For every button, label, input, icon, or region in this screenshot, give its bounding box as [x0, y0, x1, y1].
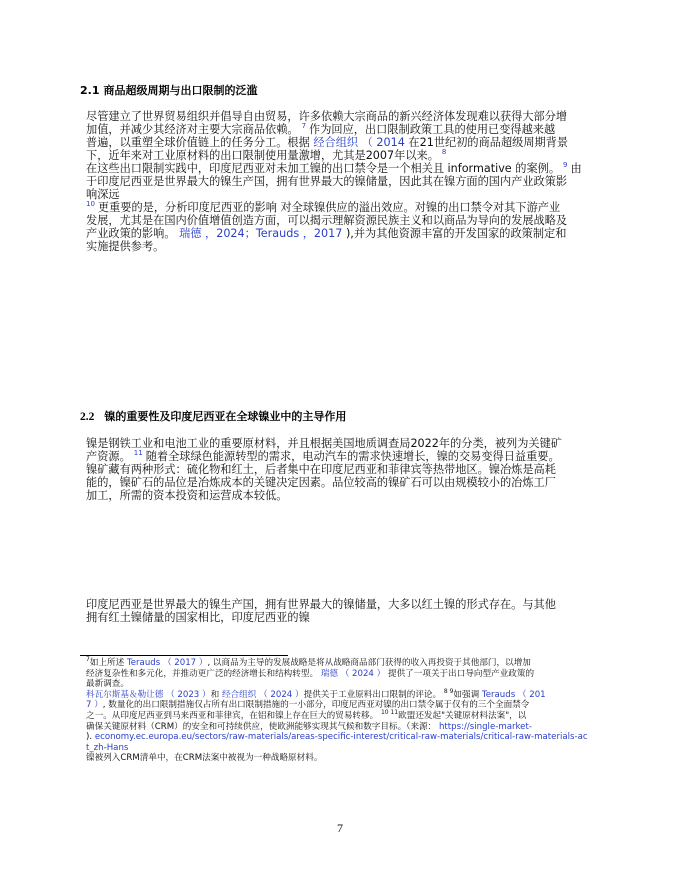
citation-link[interactable]: 经合组织 （ 2014	[313, 136, 405, 149]
section-heading-2-2	[80, 410, 346, 424]
citation-link[interactable]: 科瓦尔斯基＆勒让德 （ 2023 ）	[86, 689, 211, 700]
text-line: 产业政策的影响。 瑞德 ，2024；Terauds ，2017 ),并为其他资源丰富的开发国家的政策制定和	[86, 227, 567, 240]
section-title: 商品超级周期与出口限制的泛滥	[103, 84, 258, 97]
section-number: 2.2	[80, 411, 95, 423]
footnotes	[86, 658, 604, 764]
footnote-line: 镍被列入CRM清单中，在CRM法案中被视为一种战略原材料。	[86, 753, 323, 764]
text-line: 加值，并减少其经济对主要大宗商品依赖。 $^7$ 作为回应，出口限制政策工具的使用已变得越来越	[86, 122, 556, 136]
text-line: 于印度尼西亚是世界最大的镍生产国，拥有世界最大的镍储量，因此其在镍方面的国内产业政策影	[86, 175, 568, 188]
footnote-line: 7 ）, 数量化的出口限制措施仅占所有出口限制措施的一小部分，印度尼西亚对镍的出口禁令属于仅有的三个全面禁令	[86, 700, 530, 711]
footnote-ref[interactable]: 8	[441, 148, 447, 157]
text-line: 能的，镍矿石的品位是冶炼成本的关键决定因素。品位较高的镍矿石可以由规模较小的冶炼工厂	[86, 476, 556, 489]
text-line: 在这些出口限制实践中，印度尼西亚对未加工镍的出口禁令是一个相关且 informative 的案例。 $^9$ 由	[86, 161, 582, 175]
footnote-separator	[80, 655, 288, 656]
source-url-link[interactable]: t_zh-Hans	[86, 742, 129, 753]
footnote-line: 之一。从印度尼西亚到马来西亚和菲律宾，在铝和镍上存在巨大的贸易转移。 $^{10 11}$欧盟还发起"关键原材料法案"，以	[86, 709, 527, 721]
text-line: 镍矿藏有两种形式：硫化物和红土，后者集中在印度尼西亚和菲律宾等热带地区。镍冶炼是高耗	[86, 463, 556, 476]
citation-link[interactable]: Terauds （ 201	[481, 689, 546, 700]
footnote-line	[86, 743, 604, 754]
paragraph-2-2b	[86, 598, 606, 624]
text-line: 下，近年来对工业原材料的出口限制使用量激增，尤其是2007年以来。 $^8$	[86, 148, 447, 162]
footnote-line: 确保关键原材料（CRM）的安全和可持续供应，使欧洲能够实现其气候和数字目标。（来源： https://single-market-	[86, 721, 532, 732]
text-line: 镍是钢铁工业和电池工业的重要原材料，并且根据美国地质调查局2022年的分类，被列为关键矿	[86, 437, 562, 450]
footnote-ref[interactable]: 9	[563, 161, 568, 170]
citation-link[interactable]: 经合组织 （ 2024 ）	[221, 689, 304, 700]
text-line: 加工，所需的资本投资和运营成本较低。	[86, 489, 288, 502]
footnote-ref[interactable]: 10	[86, 200, 95, 209]
text-line: 尽管建立了世界贸易组织并倡导自由贸易，许多依赖大宗商品的新兴经济体发现难以获得大部分增	[86, 110, 568, 123]
citation-link[interactable]: 7 ）	[86, 700, 103, 711]
citation-link[interactable]: Terauds （ 2017 ）	[126, 658, 208, 668]
footnote-line: 最新调查。	[86, 679, 129, 690]
footnote-line: ). economy.ec.europa.eu/sectors/raw-materials/areas-specific-interest/critical-raw-materials/critical-raw-materials-ac	[86, 732, 588, 743]
citation-link[interactable]: 瑞德 （ 2024 ）	[320, 668, 386, 679]
text-line: 拥有红土镍储量的国家相比，印度尼西亚的镍	[86, 611, 310, 624]
source-url-link[interactable]: economy.ec.europa.eu/sectors/raw-materials/areas-specific-interest/critical-raw-materials/critical-raw-materials-ac	[94, 732, 588, 743]
paragraph-2-1	[86, 110, 606, 253]
section-title: 镍的重要性及印度尼西亚在全球镍业中的主导作用	[104, 410, 347, 423]
footnote-line: 科瓦尔斯基＆勒让德 （ 2023 ）和 经合组织 （ 2024 ）提供关于工业原料出口限制的评论。 $^{8 9}$如强调 Terauds （ 201	[86, 687, 546, 700]
text-line: 发展，尤其是在国内价值增值创造方面，可以揭示理解资源民族主义和以商品为导向的发展战略及	[86, 214, 568, 227]
paragraph-2-2a	[86, 437, 606, 502]
footnote-line: $^7$如上所述 Terauds （ 2017 ）, 以商品为主导的发展战略是将从战略商品部门获得的收入再投资于其他部门，以增加	[86, 656, 531, 668]
text-line: 实施提供参考。	[86, 240, 165, 253]
text-line: 印度尼西亚是世界最大的镍生产国，拥有世界最大的镍储量，大多以红土镍的形式存在。与其他	[86, 598, 556, 611]
footnote-ref[interactable]: 7	[301, 122, 307, 131]
section-number: 2.1	[80, 84, 100, 97]
page-number: 7	[337, 821, 343, 835]
text-line: 普遍，以重塑全球价值链上的任务分工。根据 经合组织 （ 2014 在21世纪初的商品超级周期背景	[86, 136, 569, 149]
footnote-line: 经济复杂性和多元化，并推动更广泛的经济增长和结构转型。 瑞德 （ 2024 ） 提供了一项关于出口导向型产业政策的	[86, 668, 535, 679]
text-line: 产资源。 $^{11}$ 随着全球绿色能源转型的需求，电动汽车的需求快速增长，镍的交易变得日益重要。	[86, 449, 560, 463]
source-url-link[interactable]: https://single-market-	[438, 721, 532, 732]
text-line: $^{10}$ 更重要的是，分析印度尼西亚的影响 对全球镍供应的溢出效应。对镍的出口禁令对其下游产业	[86, 200, 561, 214]
footnote-ref[interactable]: 11	[133, 449, 143, 458]
citation-link[interactable]: 瑞德 ，2024；Terauds ，2017	[179, 227, 343, 240]
section-heading-2-1	[80, 84, 258, 98]
text-line: 响深远	[86, 188, 120, 201]
